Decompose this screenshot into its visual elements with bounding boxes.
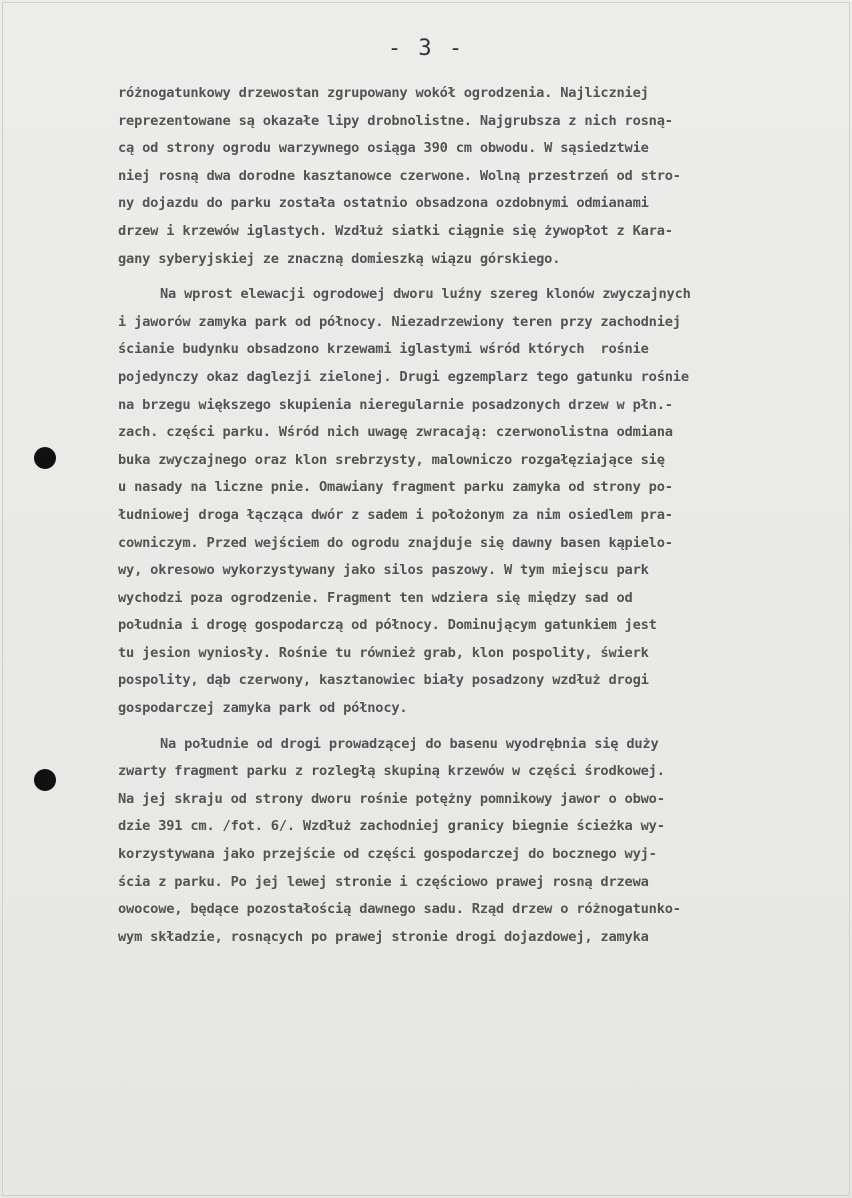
text-line: korzystywana jako przejście od części gospodarczej do bocznego wyj- <box>118 846 657 863</box>
text-line: wym składzie, rosnących po prawej stronie drogi dojazdowej, zamyka <box>118 928 649 945</box>
text-line: buka zwyczajnego oraz klon srebrzysty, malowniczo rozgałęziające się <box>118 451 665 468</box>
text-line-paragraph-start: Na południe od drogi prowadzącej do basenu wyodrębnia się duży <box>160 735 659 752</box>
text-line: gany syberyjskiej ze znaczną domieszką wiązu górskiego. <box>118 250 561 267</box>
text-line: gospodarczej zamyka park od północy. <box>118 700 408 717</box>
text-line: wy, okresowo wykorzystywany jako silos paszowy. W tym miejscu park <box>118 562 649 579</box>
text-line: i jaworów zamyka park od północy. Niezadrzewiony teren przy zachodniej <box>118 313 681 330</box>
punch-hole-upper <box>34 447 56 469</box>
text-line: owocowe, będące pozostałością dawnego sadu. Rząd drzew o różnogatunko- <box>118 901 681 918</box>
text-line: cowniczym. Przed wejściem do ogrodu znajduje się dawny basen kąpielo- <box>118 534 673 551</box>
text-line: u nasady na liczne pnie. Omawiany fragment parku zamyka od strony po- <box>118 479 673 496</box>
text-line: południa i drogę gospodarczą od północy. Dominującym gatunkiem jest <box>118 617 657 634</box>
text-line: różnogatunkowy drzewostan zgrupowany wokół ogrodzenia. Najliczniej <box>118 85 649 101</box>
text-line: reprezentowane są okazałe lipy drobnolistne. Najgrubsza z nich rosną- <box>118 112 673 129</box>
text-line: pojedynczy okaz daglezji zielonej. Drugi egzemplarz tego gatunku rośnie <box>118 368 689 385</box>
text-line-paragraph-start: Na wprost elewacji ogrodowej dworu luźny szereg klonów zwyczajnych <box>160 286 691 303</box>
punch-hole-lower <box>34 769 56 791</box>
text-line: łudniowej droga łącząca dwór z sadem i położonym za nim osiedlem pra- <box>118 506 673 523</box>
text-line: pospolity, dąb czerwony, kasztanowiec biały posadzony wzdłuż drogi <box>118 672 649 689</box>
text-line: zwarty fragment parku z rozległą skupiną krzewów w części środkowej. <box>118 763 665 780</box>
text-line: cą od strony ogrodu warzywnego osiąga 390 cm obwodu. W sąsiedztwie <box>118 140 649 157</box>
text-line: ścia z parku. Po jej lewej stronie i częściowo prawej rosną drzewa <box>118 873 649 890</box>
text-line: ny dojazdu do parku została ostatnio obsadzona ozdobnymi odmianami <box>118 195 649 212</box>
text-line: tu jesion wyniosły. Rośnie tu również grab, klon pospolity, świerk <box>118 644 649 661</box>
typed-text-body <box>118 80 852 951</box>
text-line: zach. części parku. Wśród nich uwagę zwracają: czerwonolistna odmiana <box>118 424 673 441</box>
text-line: dzie 391 cm. /fot. 6/. Wzdłuż zachodniej granicy biegnie ścieżka wy- <box>118 818 665 835</box>
text-line: drzew i krzewów iglastych. Wzdłuż siatki ciągnie się żywopłot z Kara- <box>118 222 673 239</box>
text-line: Na jej skraju od strony dworu rośnie potężny pomnikowy jawor o obwo- <box>118 790 665 807</box>
text-line: wychodzi poza ogrodzenie. Fragment ten wdziera się między sad od <box>118 589 633 606</box>
text-line: na brzegu większego skupienia nieregularnie posadzonych drzew w płn.- <box>118 396 673 413</box>
text-line: niej rosną dwa dorodne kasztanowce czerwone. Wolną przestrzeń od stro- <box>118 167 681 184</box>
text-line: ścianie budynku obsadzono krzewami iglastymi wśród których rośnie <box>118 341 649 358</box>
page-number: - 3 - <box>387 36 465 61</box>
